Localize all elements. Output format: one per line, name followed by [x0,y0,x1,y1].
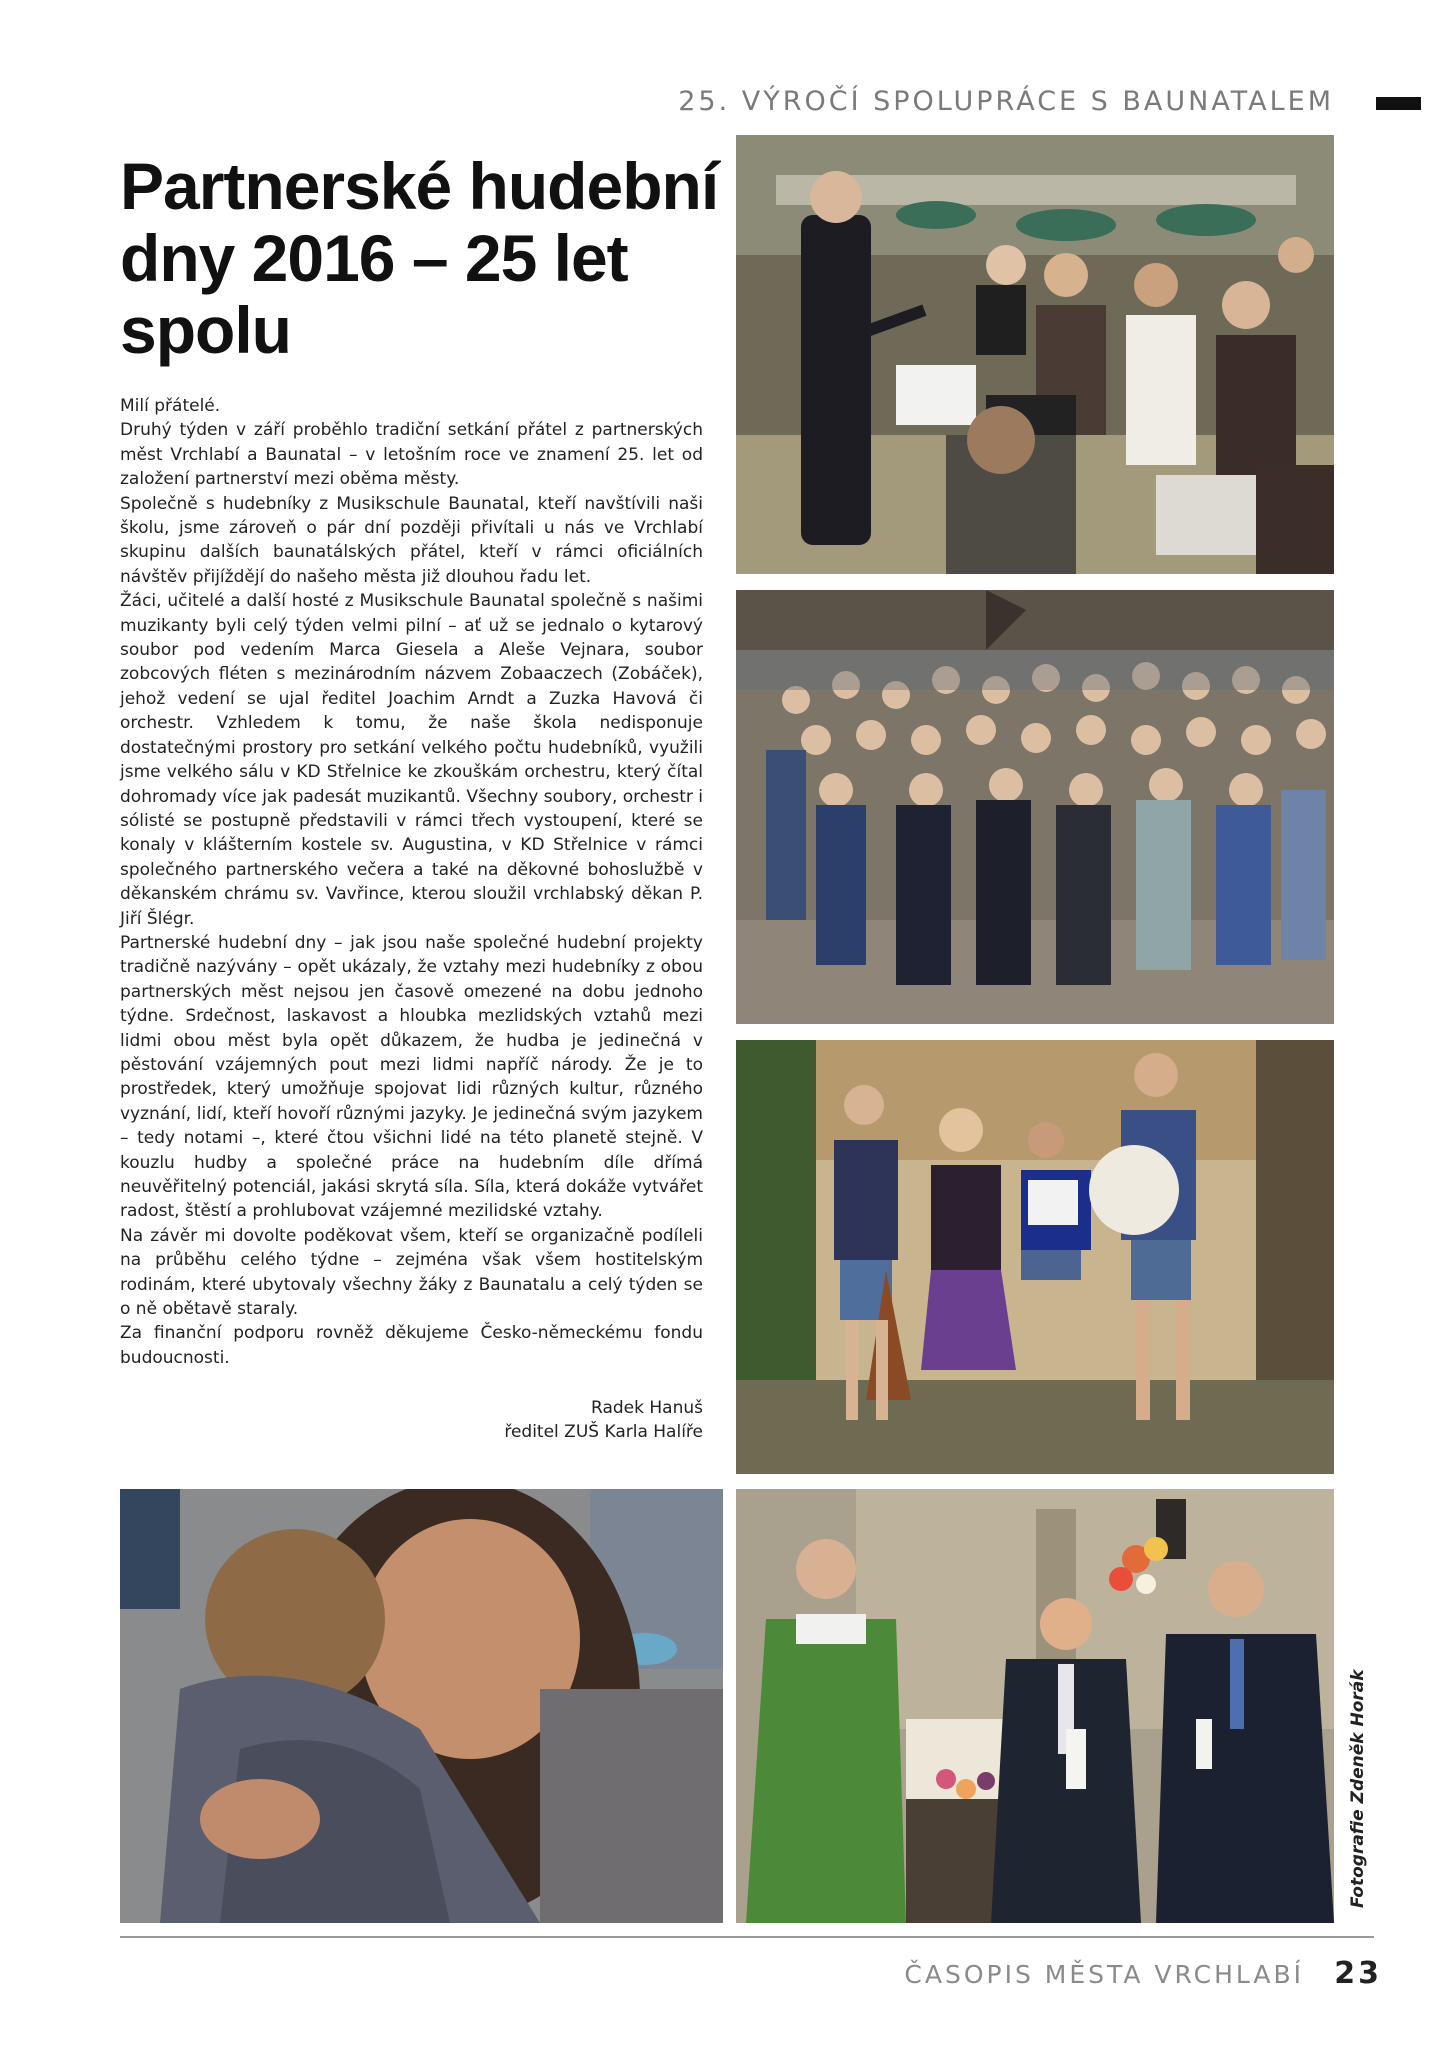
photo-hug [120,1489,723,1923]
photo-church [736,1489,1334,1923]
page-number: 23 [1334,1956,1382,1991]
author-role: ředitel ZUŠ Karla Halíře [504,1422,703,1443]
article-paragraph: Žáci, učitelé a další hosté z Musikschule Baunatal společně s našimi muzikanty byli celý týden velmi pilní – ať už se jednalo o kytarový soubor pod vedením Marca Giesela a Aleše Vejnara, soubor zobcových fléten s mezinárodním názvem Zobaaczech (Zobáček), jehož vedení se ujal ředitel Joachim Arndt a Zuzka Havová či orchestr. Vzhledem k tomu, že naše škola nedisponuje dostatečnými prostory pro setkání velkého počtu hudebníků, využili jsme velkého sálu v KD Střelnice ke zkouškám orchestru, který čítal dohromady více jak padesát muzikantů. Všechny soubory, orchestr i sólisté se postupně představili v rámci třech vystoupení, které se konaly v klášterním kostele sv. Augustina, v KD Střelnice v rámci společného partnerského večera a také na děkovné bohoslužbě v děkanském chrámu sv. Vavřince, kterou sloužil vrchlabský děkan P. Jiří Šlégr. [120,591,703,929]
article-paragraph: Společně s hudebníky z Musikschule Baunatal, kteří navštívili naši školu, jsme zároveň o pár dní později přivítali u nás ve Vrchlabí skupinu dalších baunatálských přátel, kteří v rámci oficiálních návštěv přijíždějí do našeho města již dlouhou řadu let. [120,493,703,587]
footer-publication: ČASOPIS MĚSTA VRCHLABÍ [904,1960,1304,1989]
article-title: Partnerské hudební dny 2016 – 25 let spolu [120,149,719,367]
author-name: Radek Hanuš [591,1398,703,1418]
article-paragraph: Druhý týden v září proběhlo tradiční setkání přátel z partnerských měst Vrchlabí a Baunatal – v letošním roce ve znamení 25. let od založení partnerství mezi oběma městy. [120,420,703,490]
article-paragraph: Za finanční podporu rovněž děkujeme Česko-německému fondu budoucnosti. [120,1323,703,1368]
article-paragraph: Partnerské hudební dny – jak jsou naše společné hudební projekty tradičně nazývány – opět ukázaly, že vztahy mezi hudebníky z obou partnerských měst nejsou jen časově omezené na dobu jednoho týdne. Srdečnost, laskavost a hloubka mezlidských vztahů mezi lidmi obou měst byla opět důkazem, že hudba je jedinečná v pěstování vzájemných pout mezi lidmi napříč národy. Že je to prostředek, který umožňuje spojovat lidi různých kultur, různého vyznání, lidí, kteří hovoří různými jazyky. Je jedinečná svým jazykem – tedy notami –, které čtou všichni lidé na této planetě stejně. V kouzlu hudby a společné práce na hudebním díle dřímá neuvěřitelný potenciál, jakási skrytá síla. Síla, která dokáže vytvářet radost, štěstí a prohlubovat vzájemné mezilidské vztahy. [120,932,703,1222]
section-header: 25. VÝROČÍ SPOLUPRÁCE S BAUNATALEM [678,86,1334,117]
article-paragraph: Na závěr mi dovolte poděkovat všem, kteří se organizačně podíleli na průběhu celého týdne – zejména však všem hostitelským rodinám, které ubytovaly všechny žáky z Baunatalu a celý týden se o ně obětavě staraly. [120,1225,703,1320]
photo-orchestra [736,135,1334,574]
header-bar-decoration [1376,97,1421,110]
article-body [120,394,703,1370]
photo-quartet [736,1040,1334,1474]
signature [400,1396,703,1445]
photo-credit: Fotografie Zdeněk Horák [1348,1669,1368,1908]
photo-group [736,590,1334,1024]
footer-divider [120,1936,1374,1938]
article-paragraph: Milí přátelé. [120,396,221,416]
